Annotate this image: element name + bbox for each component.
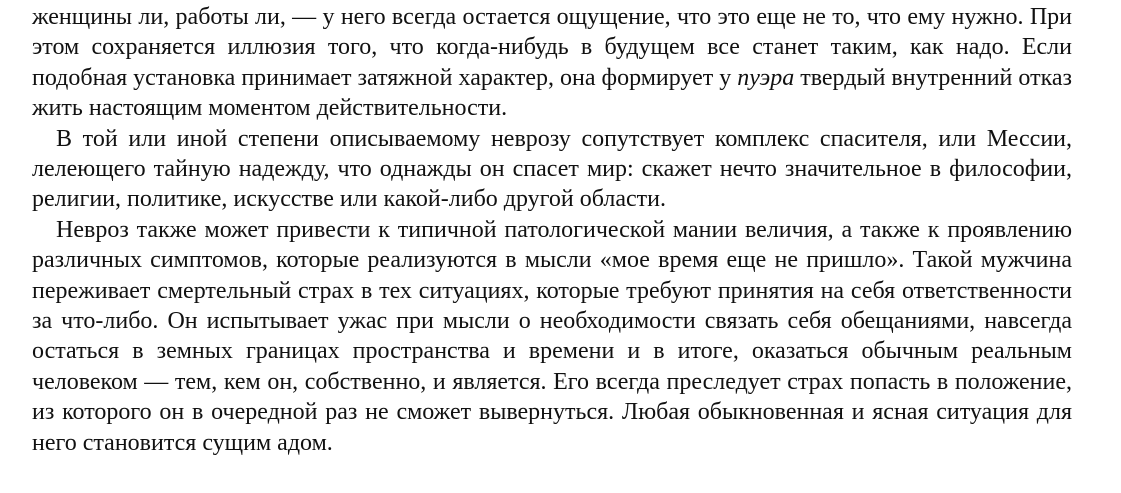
paragraph-1-italic-term: пуэра (737, 64, 795, 91)
document-page (32, 2, 1072, 458)
paragraph-1-text-before: женщины ли, работы ли, — у него всегда остается ощущение, что это еще не то, что ему нужно. При этом сохраняется иллюзия того, что когда-нибудь в будущем все станет таким, как надо. Если подобная установка принимает затяжной характер, она формирует у (32, 4, 1072, 91)
paragraph-3: Невроз также может привести к типичной патологической мании величия, а также к проявлению различных симптомов, которые реализуются в мысли «мое время еще не пришло». Такой мужчина переживает смертельный страх в тех ситуациях, которые требуют принятия на себя ответственности за что-либо. Он испытывает ужас при мысли о необходимости связать себя обещаниями, навсегда остаться в земных границах пространства и времени и в итоге, оказаться обычным реальным человеком — тем, кем он, собственно, и является. Его всегда преследует страх попасть в положение, из которого он в очередной раз не сможет вывернуться. Любая обыкновенная и ясная ситуация для него становится сущим адом. (32, 216, 1072, 456)
paragraph-2: В той или иной степени описываемому неврозу сопутствует комплекс спасителя, или Мессии, лелеющего тайную надежду, что однажды он спасет мир: скажет нечто значительное в философии, религии, политике, искусстве или какой-либо другой области. (32, 125, 1072, 213)
paragraph-1-text-after: твердый внутренний отказ жить настоящим моментом действительности. (32, 64, 1073, 122)
paragraph-1 (32, 2, 1072, 124)
